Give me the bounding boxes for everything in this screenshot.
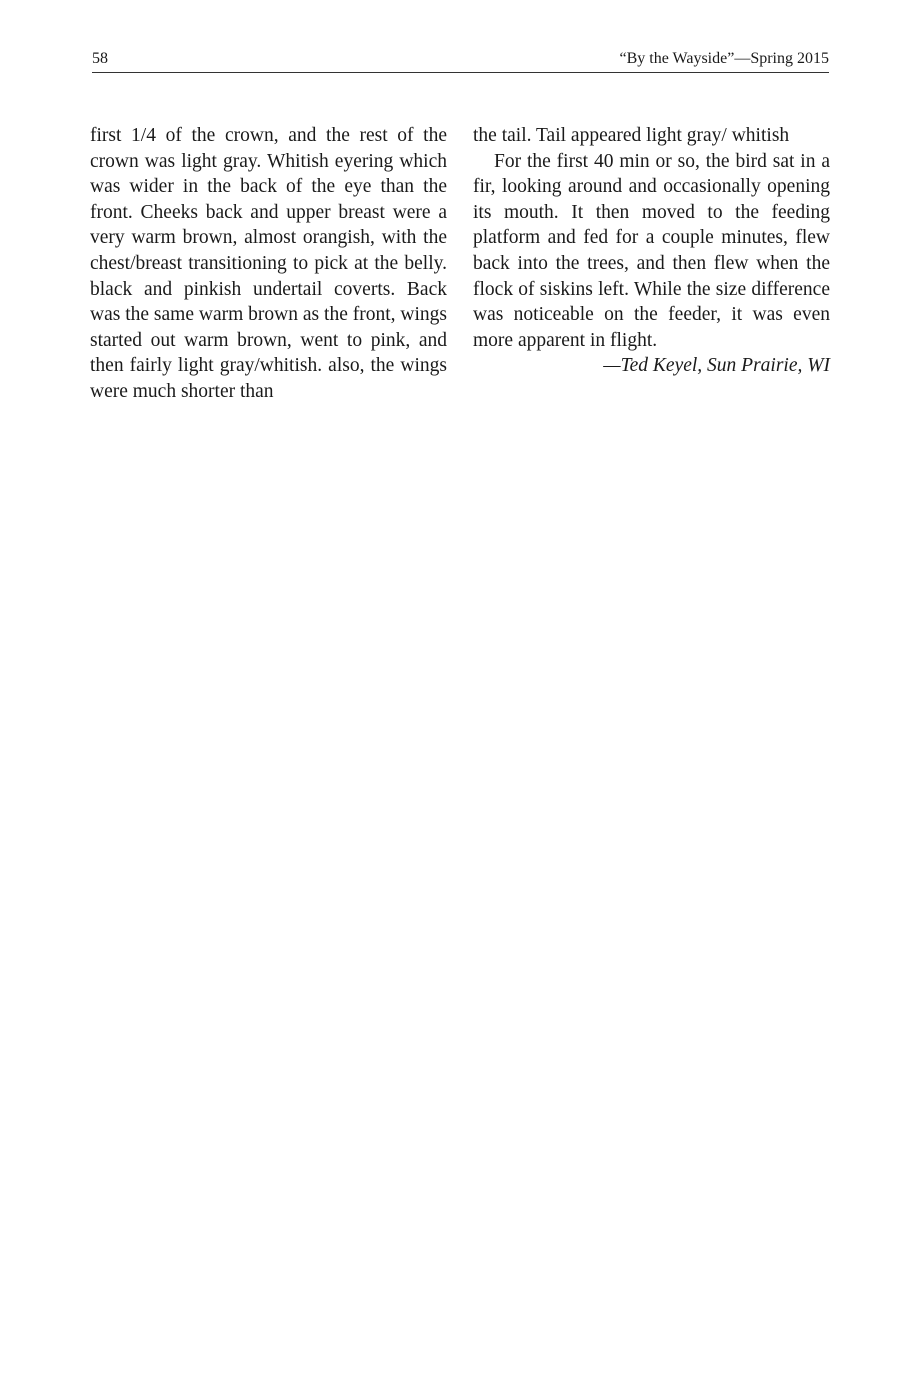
left-column-paragraph: first 1/4 of the crown, and the rest of the crown was light gray. Whitish eyering which was wider in the back of the eye than the front. Cheeks back and upper breast were a very warm brown, almost orangish, with the chest/breast transitioning to pick at the belly. black and pinkish undertail coverts. Back was the same warm brown as the front, wings started out warm brown, went to pink, and then fairly light gray/whitish. also, the wings were much shorter than <box>90 125 447 402</box>
page-number: 58 <box>92 50 108 67</box>
running-header <box>92 48 829 73</box>
left-column <box>90 123 447 405</box>
right-column-continuation: the tail. Tail appeared light gray/ whitish <box>473 125 790 146</box>
right-column-paragraph: For the first 40 min or so, the bird sat in a fir, looking around and occasionally opening its mouth. It then moved to the feeding platform and fed for a couple minutes, flew back into the trees, and then flew when the flock of siskins left. While the size difference was noticeable on the feeder, it was even more apparent in flight. <box>473 150 830 351</box>
running-title: “By the Wayside”—Spring 2015 <box>619 50 829 67</box>
author-signature: —Ted Keyel, Sun Prairie, WI <box>603 355 830 377</box>
right-column <box>473 123 830 379</box>
